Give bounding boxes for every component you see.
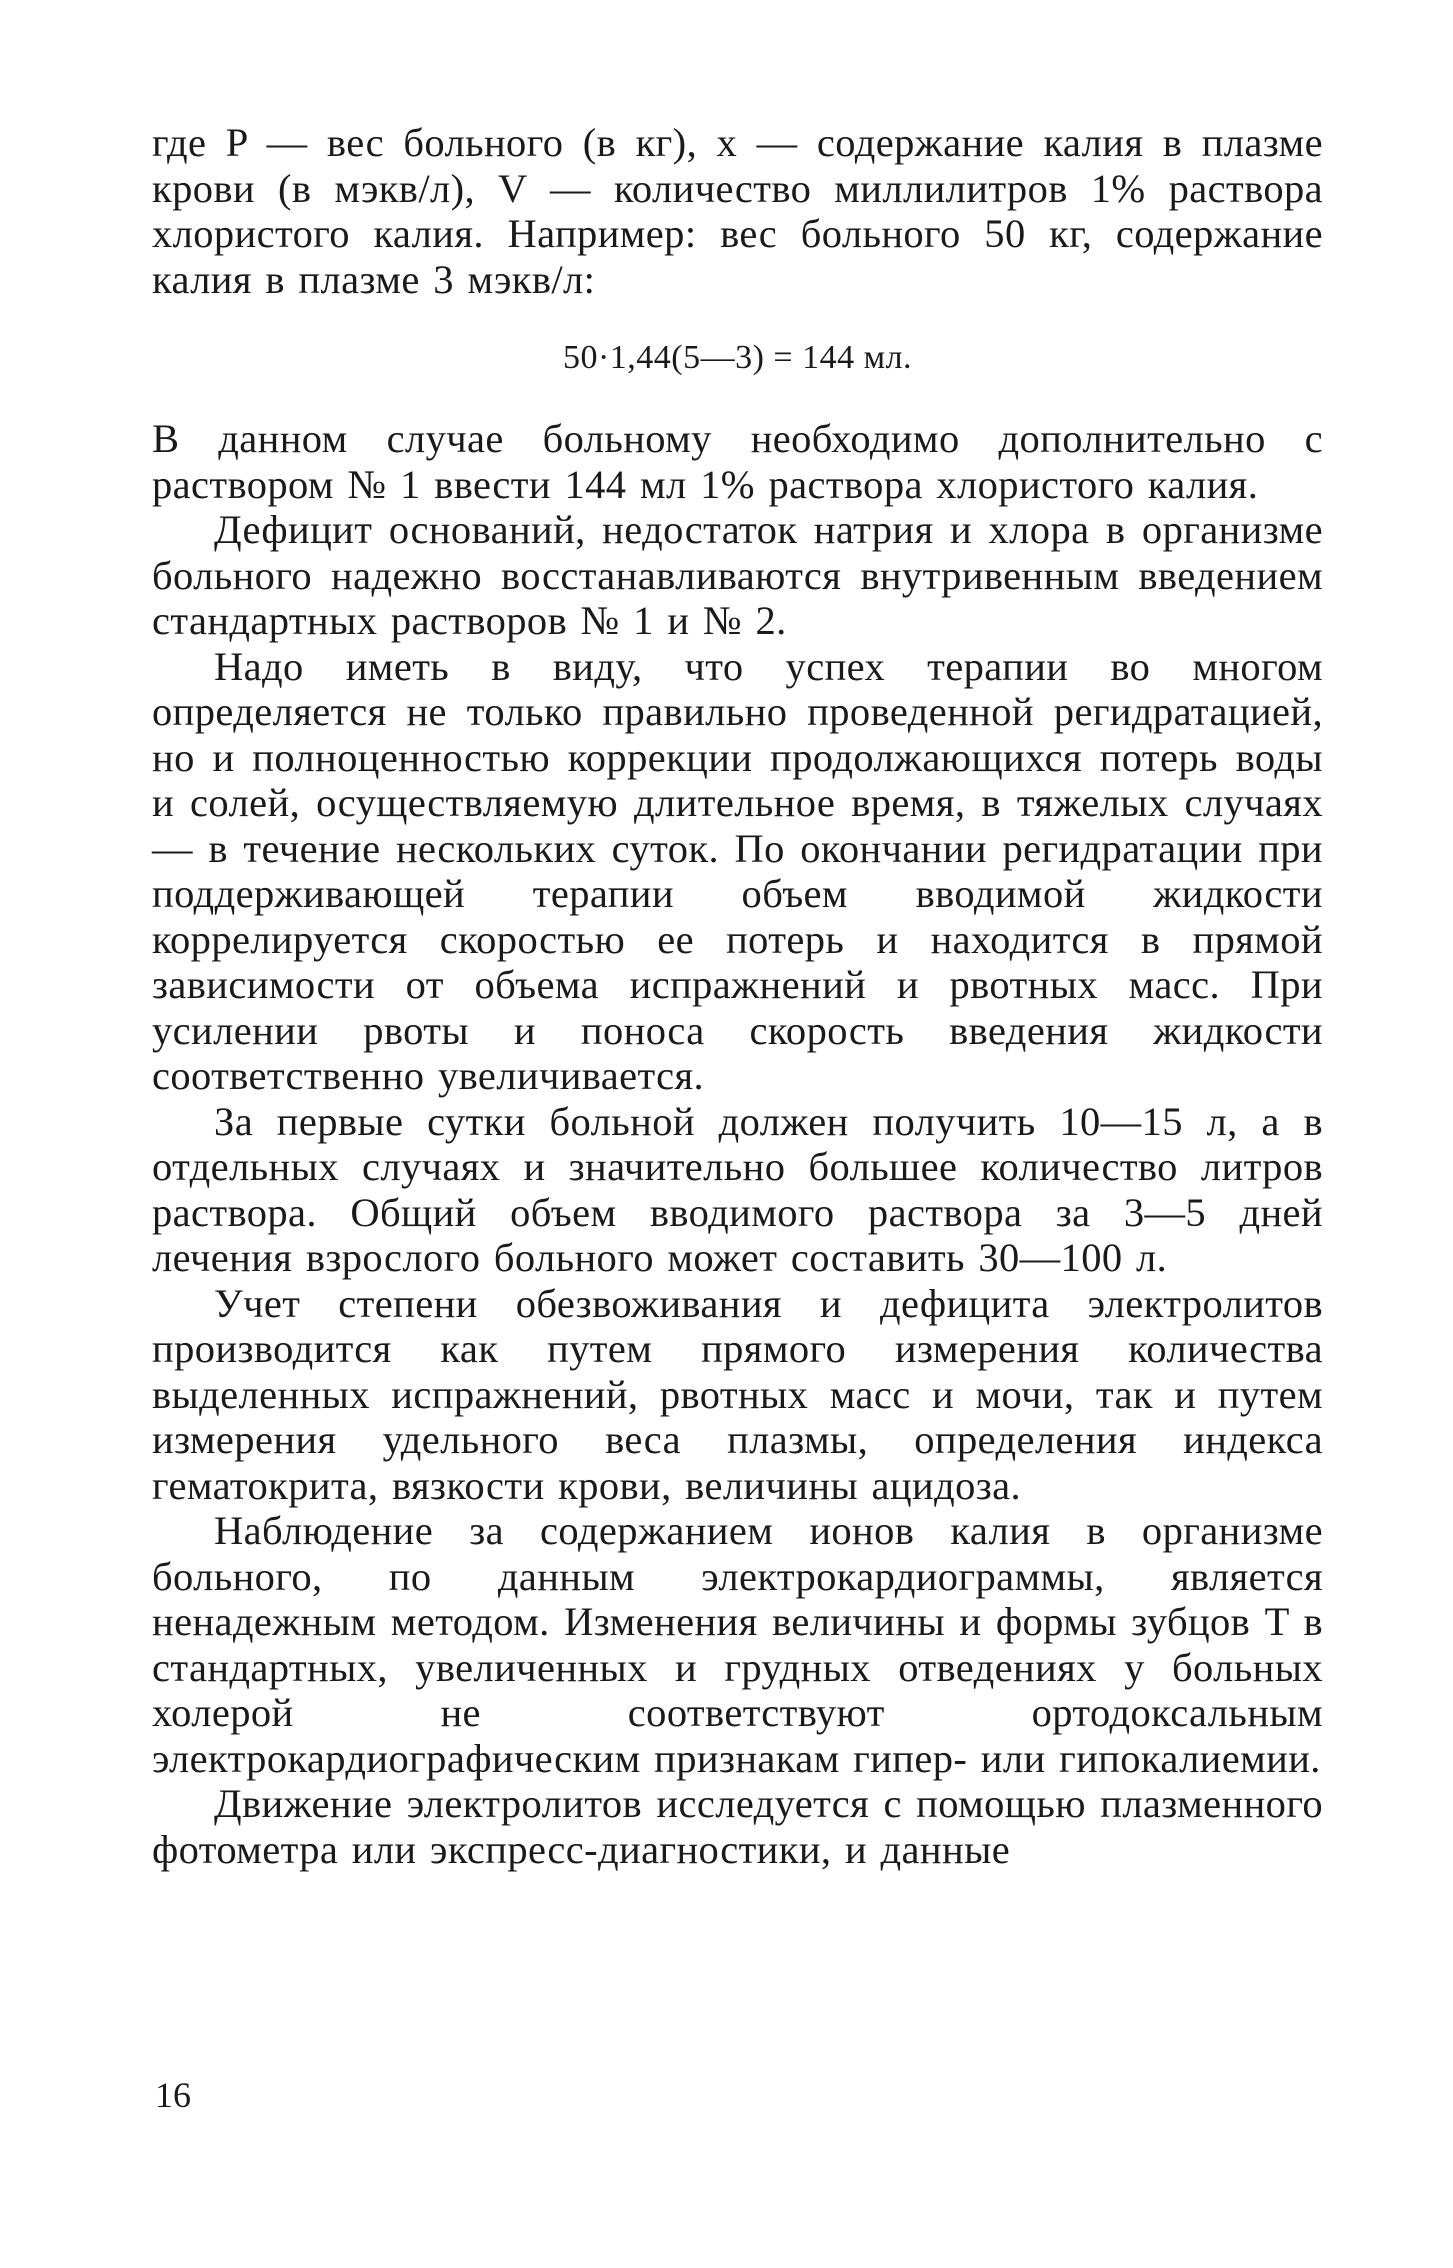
paragraph-dehydration-accounting: Учет степени обезвоживания и дефицита электролитов производится как путем прямого измерения количества выделенных испражнений, рвотных масс и мочи, так и путем измерения удельного веса плазмы, определения индекса гематокрита, вязкости крови, величины ацидоза. bbox=[152, 1280, 1323, 1508]
page-number: 16 bbox=[155, 2075, 191, 2115]
paragraph-first-day-volume: За первые сутки больной должен получить 10—15 л, а в отдельных случаях и значительно большее количество литров раствора. Общий объем вводимого раствора за 3—5 дней лечения взрослого больного может составить 30—100 л. bbox=[152, 1098, 1323, 1280]
potassium-formula: 50·1,44(5—3) = 144 мл. bbox=[562, 339, 913, 376]
paragraph-therapy-success: Надо иметь в виду, что успех терапии во многом определяется не только правильно проведенной регидратацией, но и полноценностью коррекции продолжающихся потерь воды и солей, осуществляемую длительное время, в тяжелых случаях — в течение нескольких суток. По окончании регидратации при поддерживающей терапии объем вводимой жидкости коррелируется скоростью ее потерь и находится в прямой зависимости от объема испражнений и рвотных масс. При усилении рвоты и поноса скорость введения жидкости соответственно увеличивается. bbox=[152, 643, 1323, 1098]
paragraph-ecg-potassium: Наблюдение за содержанием ионов калия в организме больного, по данным электрокардиограммы, является ненадежным методом. Изменения величины и формы зубцов T в стандартных, увеличенных и грудных отведениях у больных холерой не соответствуют ортодоксальным электрокардиографическим признакам гипер- или гипокалиемии. bbox=[152, 1508, 1323, 1781]
paragraph-formula-intro: где P — вес больного (в кг), x — содержание калия в плазме крови (в мэкв/л), V — количество миллилитров 1% раствора хлористого калия. Например: вес больного 50 кг, содержание калия в плазме 3 мэкв/л: bbox=[152, 120, 1323, 302]
paragraph-electrolyte-movement: Движение электролитов исследуется с помощью плазменного фотометра или экспресс-диагностики, и данные bbox=[152, 1781, 1323, 1872]
paragraph-potassium-dose: В данном случае больному необходимо дополнительно с раствором № 1 ввести 144 мл 1% раствора хлористого калия. bbox=[152, 416, 1323, 507]
paragraph-base-deficit: Дефицит оснований, недостаток натрия и хлора в организме больного надежно восстанавливаются внутривенным введением стандартных растворов № 1 и № 2. bbox=[152, 507, 1323, 643]
